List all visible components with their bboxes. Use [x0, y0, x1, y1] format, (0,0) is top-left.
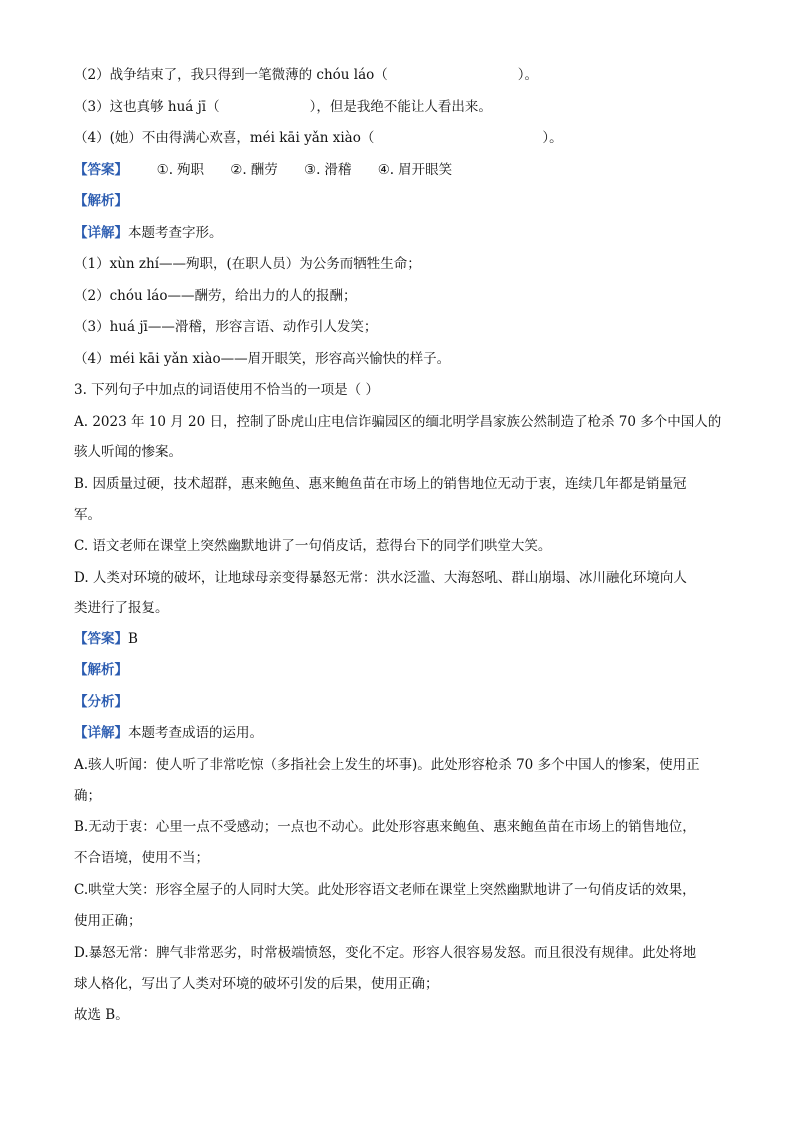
- option-c: C. 语文老师在课堂上突然幽默地讲了一句俏皮话，惹得台下的同学们哄堂大笑。: [74, 538, 552, 554]
- detail-line-2: [74, 723, 263, 743]
- question-text-end: ）。: [517, 67, 538, 83]
- answer-tag: 【答案】: [74, 631, 128, 647]
- answer-item-4: ④. 眉开眼笑: [377, 162, 453, 178]
- answer-item-3: ③. 滑稽: [304, 162, 352, 178]
- explanation-3: （3）huá jī——滑稽，形容言语、动作引人发笑；: [74, 319, 378, 335]
- detail-text: 本题考查字形。: [128, 225, 223, 241]
- fenxi-tag: 【分析】: [74, 694, 128, 710]
- question-text-end: ）。: [542, 130, 563, 146]
- explain-c-1: C.哄堂大笑：形容全屋子的人同时大笑。此处形容语文老师在课堂上突然幽默地讲了一句俏皮话的效果，: [74, 882, 696, 898]
- explain-d-1: D.暴怒无常：脾气非常恶劣，时常极端愤怒，变化不定。形容人很容易发怒。而且很没有规律。此处将地: [74, 945, 697, 961]
- explanation-4: （4）méi kāi yǎn xiào——眉开眼笑，形容高兴愉快的样子。: [74, 351, 451, 367]
- detail-tag: 【详解】: [74, 725, 128, 741]
- option-d-line-2: 类进行了报复。: [74, 600, 169, 616]
- detail-line-1: [74, 223, 223, 243]
- answer-line-1: [74, 160, 474, 180]
- answer-value: B: [128, 631, 138, 647]
- explain-a-1: A.骇人听闻：使人听了非常吃惊（多指社会上发生的坏事)。此处形容枪杀 70 多个中国人的惨案，使用正: [74, 757, 700, 773]
- conclusion: 故选 B。: [74, 1007, 129, 1023]
- answer-tag: 【答案】: [74, 162, 128, 178]
- question-text-end: ），但是我绝不能让人看出来。: [309, 99, 492, 115]
- analysis-tag-1: 【解析】: [74, 193, 128, 209]
- answer-item-1: ①. 殉职: [156, 162, 204, 178]
- question-3: 3. 下列句子中加点的词语使用不恰当的一项是（ ）: [74, 382, 379, 398]
- explain-c-2: 使用正确；: [74, 913, 142, 929]
- option-a-line-2: 骇人听闻的惨案。: [74, 444, 182, 460]
- question-text: （3）这也真够 huá jī（: [74, 99, 220, 115]
- question-text: （2）战争结束了，我只得到一笔微薄的 chóu láo（: [74, 67, 388, 83]
- detail-tag: 【详解】: [74, 225, 128, 241]
- question-2-3: [74, 97, 492, 117]
- answer-line-2: [74, 629, 138, 649]
- explain-b-2: 不合语境，使用不当；: [74, 850, 209, 866]
- explanation-1: （1）xùn zhí——殉职，(在职人员）为公务而牺牲生命；: [74, 256, 421, 272]
- question-2-2: [74, 65, 538, 85]
- explain-d-2: 球人格化，写出了人类对环境的破坏引发的后果，使用正确；: [74, 976, 439, 992]
- detail-text: 本题考查成语的运用。: [128, 725, 263, 741]
- explanation-2: （2）chóu láo——酬劳，给出力的人的报酬；: [74, 288, 357, 304]
- option-b-line-2: 军。: [74, 507, 101, 523]
- option-d-line-1: D. 人类对环境的破坏，让地球母亲变得暴怒无常：洪水泛滥、大海怒吼、群山崩塌、冰川融化环境向人: [74, 570, 687, 586]
- explain-b-1: B.无动于衷：心里一点不受感动；一点也不动心。此处形容惠来鲍鱼、惠来鲍鱼苗在市场上的销售地位，: [74, 819, 696, 835]
- option-a-line-1: A. 2023 年 10 月 20 日，控制了卧虎山庄电信诈骗园区的缅北明学昌家族公然制造了枪杀 70 多个中国人的: [74, 414, 722, 430]
- question-2-4: [74, 128, 563, 148]
- option-b-line-1: B. 因质量过硬，技术超群，惠来鲍鱼、惠来鲍鱼苗在市场上的销售地位无动于衷，连续几年都是销量冠: [74, 476, 687, 492]
- answer-item-2: ②. 酬劳: [230, 162, 278, 178]
- explain-a-2: 确；: [74, 788, 101, 804]
- question-text: （4）(她）不由得满心欢喜，méi kāi yǎn xiào（: [74, 130, 375, 146]
- analysis-tag-2: 【解析】: [74, 662, 128, 678]
